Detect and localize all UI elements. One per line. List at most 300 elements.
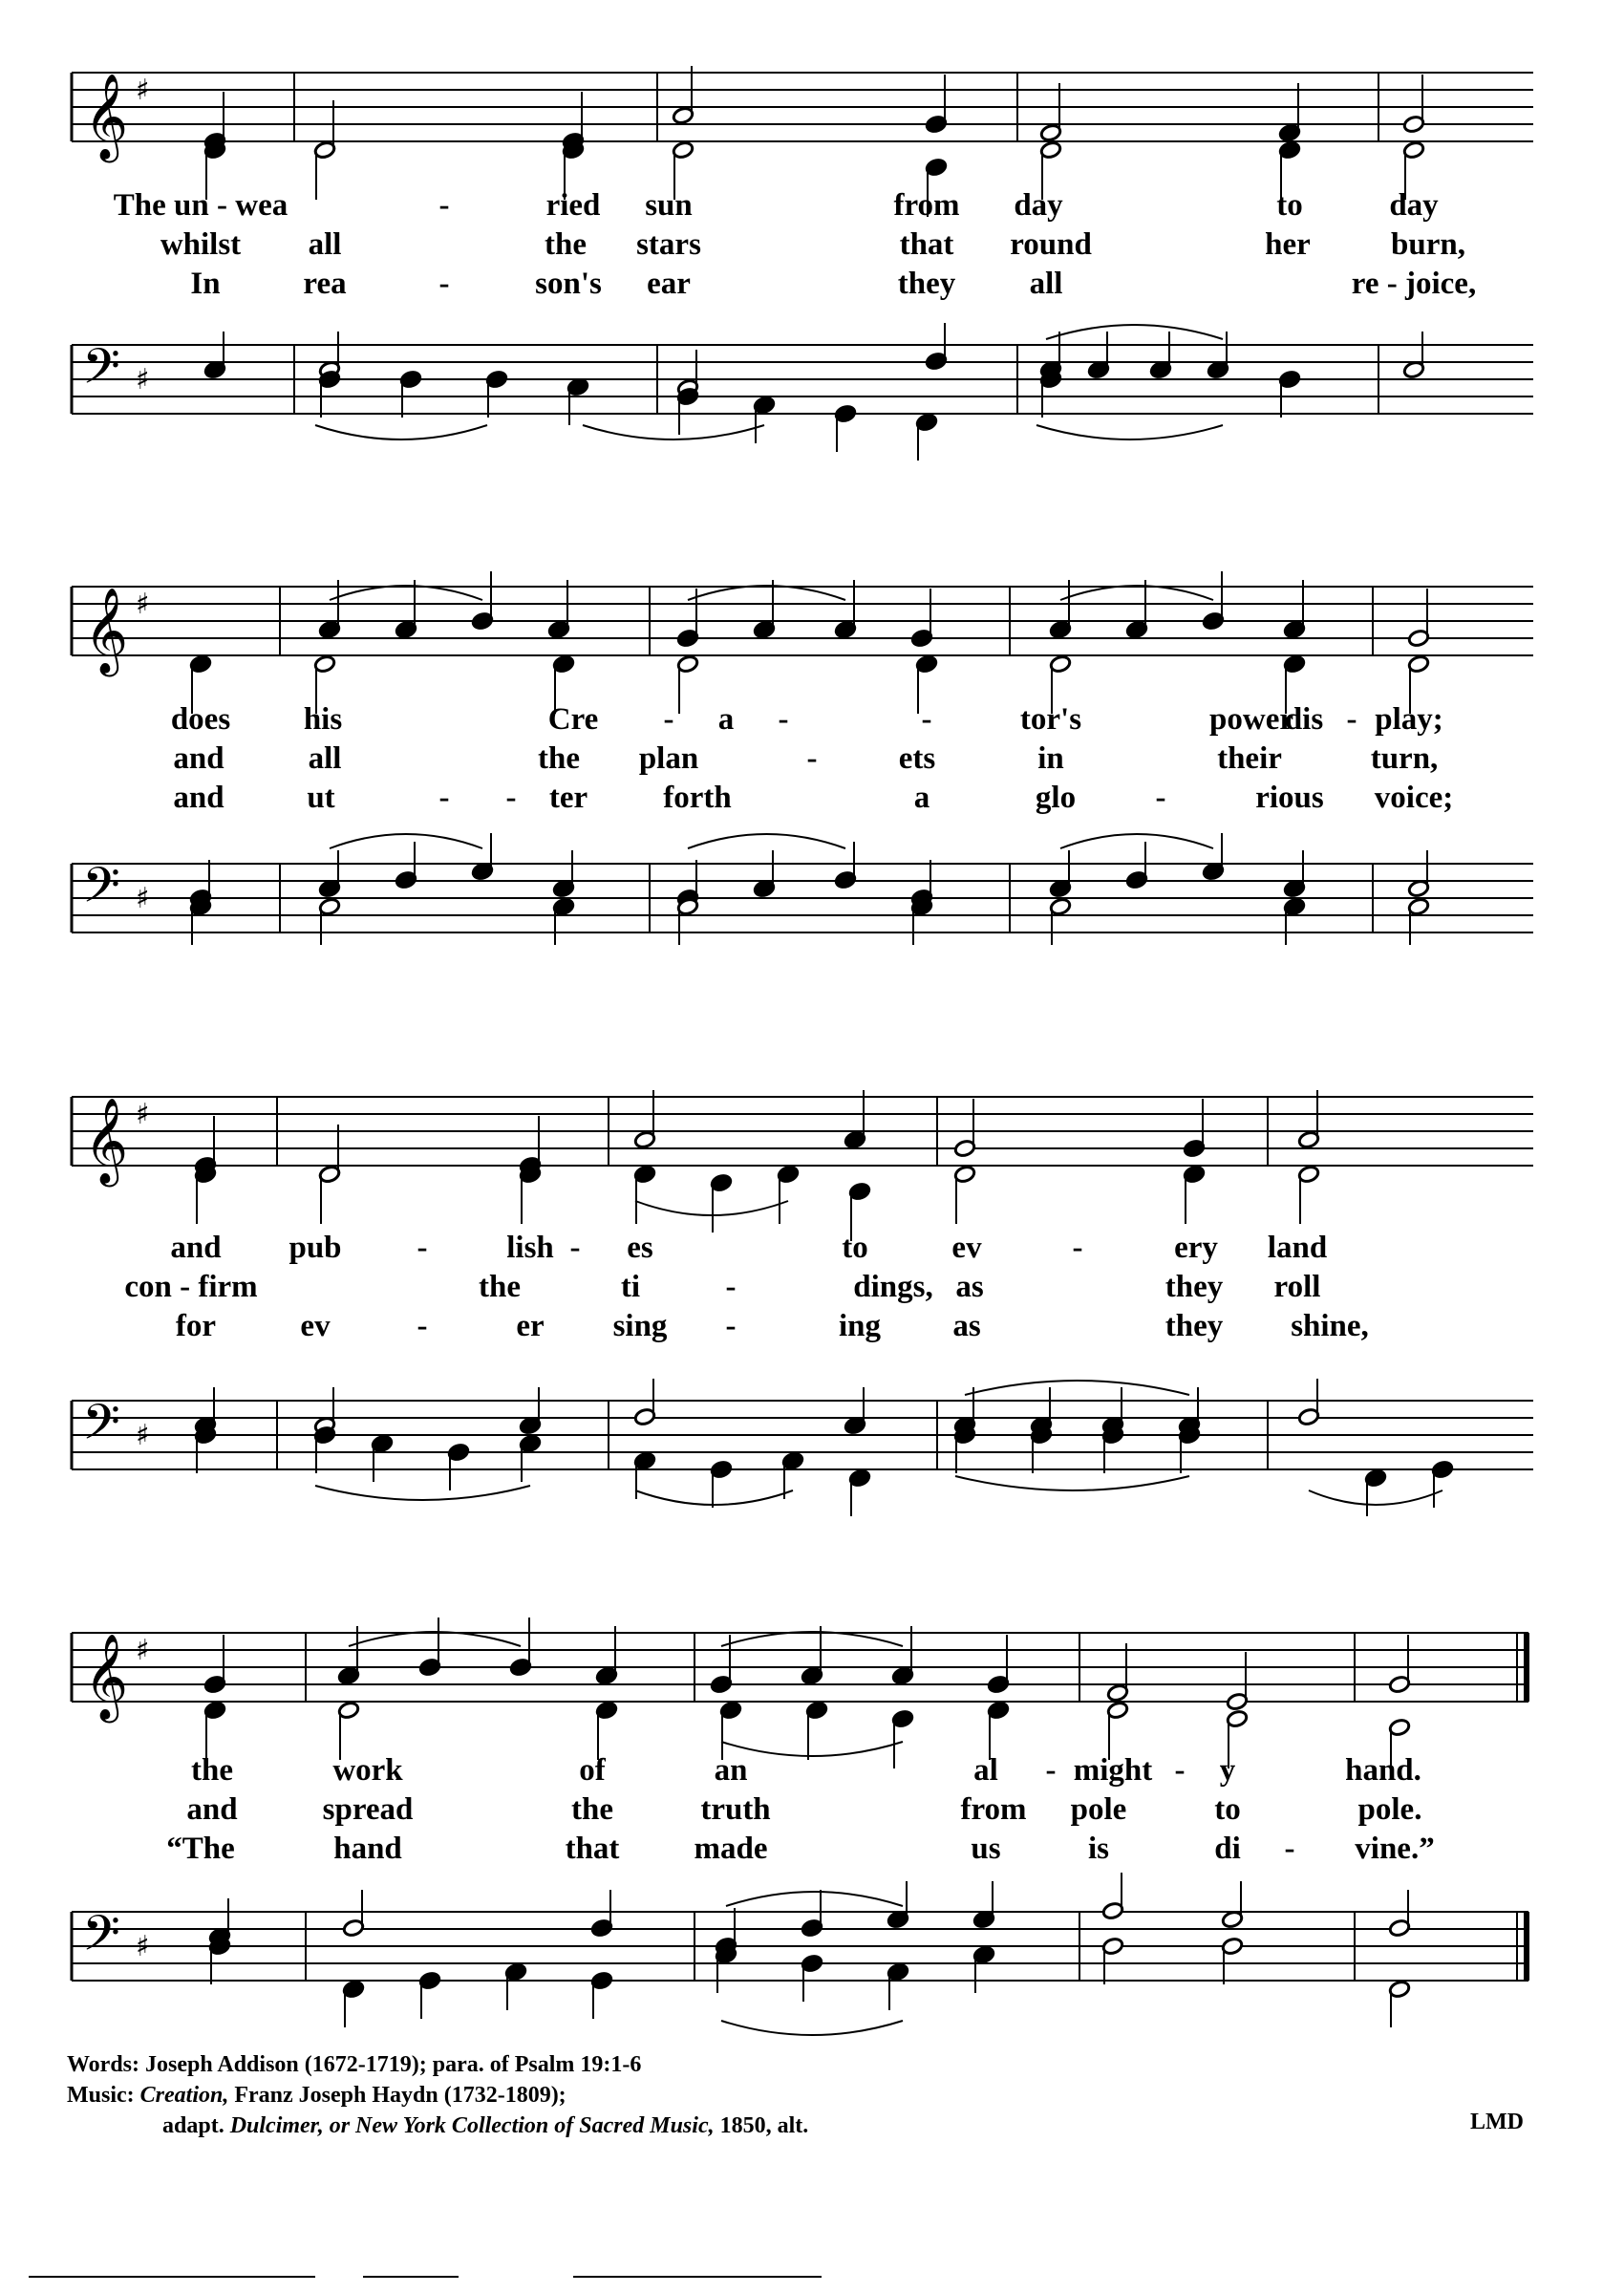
note-head: [710, 1173, 733, 1232]
lyric-syllable: vine.”: [1355, 1832, 1435, 1866]
lyric-syllable: the: [545, 227, 587, 262]
note-head: [203, 1635, 226, 1694]
lyric-syllable: and: [173, 781, 224, 815]
note-head: [915, 413, 938, 461]
note-head: [781, 1451, 804, 1499]
note-head: [1125, 580, 1148, 639]
slur: [1046, 325, 1223, 339]
lyric-syllable: Cre: [547, 702, 599, 737]
lyric-syllable: made: [694, 1832, 768, 1866]
treble-staff-2: [0, 571, 1624, 724]
key-signature-sharp-icon: ♯: [136, 588, 150, 621]
lyric-syllable: for: [175, 1309, 217, 1343]
lyric-syllable: truth: [700, 1792, 771, 1827]
note-head: [566, 377, 589, 425]
slur: [1309, 1490, 1442, 1505]
bass-staff-2: [0, 848, 1624, 973]
music-credit: [67, 2080, 808, 2111]
note-head: [399, 370, 422, 418]
slur: [1036, 425, 1223, 439]
note-head: [471, 571, 494, 631]
note-head: [509, 1618, 532, 1677]
note-head: [844, 1387, 866, 1435]
note-head: [189, 897, 212, 945]
lyric-line-1-3: [0, 267, 1624, 305]
note-head: [1278, 370, 1301, 418]
slur: [1060, 586, 1213, 600]
lyric-syllable: work: [332, 1753, 403, 1788]
lyric-syllable: ried: [545, 188, 601, 223]
note-head: [848, 1468, 871, 1516]
bass-staff-4: [0, 1897, 1624, 2021]
note-head: [1407, 589, 1430, 648]
lyric-syllable: ev: [300, 1309, 331, 1343]
note-head: [595, 1626, 618, 1685]
lyric-syllable: voice;: [1374, 781, 1454, 815]
lyric-syllable: does: [170, 702, 231, 737]
lyric-syllable: -: [438, 188, 450, 223]
key-signature-sharp-icon: ♯: [136, 1419, 150, 1452]
slur: [330, 586, 482, 600]
note-head: [519, 1434, 542, 1482]
note-head: [552, 850, 575, 898]
note-head: [1183, 1099, 1206, 1158]
lyric-line-3-1: [0, 1231, 1624, 1269]
note-head: [1402, 75, 1425, 134]
note-head: [1101, 1937, 1124, 1984]
lyric-line-1-2: [0, 227, 1624, 266]
lyric-syllable: they: [1165, 1309, 1224, 1343]
note-head: [1101, 1873, 1124, 1920]
lyric-syllable: and: [170, 1231, 222, 1265]
note-head: [1283, 897, 1306, 945]
note-head: [633, 1379, 656, 1426]
lyric-syllable: rea: [303, 267, 347, 301]
lyric-syllable: burn,: [1391, 227, 1465, 262]
lyric-syllable: ing: [838, 1309, 882, 1343]
lyric-syllable: -: [1284, 1832, 1295, 1866]
lyric-syllable: -: [417, 1309, 428, 1343]
note-head: [1297, 1165, 1320, 1224]
note-head: [753, 580, 776, 639]
note-head: [925, 75, 948, 134]
lyric-syllable: forth: [663, 781, 732, 815]
note-head: [891, 1626, 914, 1685]
lyric-syllable: of: [579, 1753, 606, 1788]
lyric-syllable: stars: [636, 227, 701, 262]
lyric-syllable: -: [569, 1231, 581, 1265]
note-head: [485, 370, 508, 418]
lyric-syllable: as: [955, 1270, 984, 1304]
lyric-syllable: -: [1174, 1753, 1186, 1788]
note-head: [715, 1945, 737, 1993]
note-head: [1388, 1980, 1411, 2027]
note-head: [203, 1701, 226, 1760]
lyric-syllable: to: [1276, 188, 1303, 223]
lyric-line-3-2: [0, 1270, 1624, 1308]
lyric-line-2-3: [0, 781, 1624, 819]
treble-clef-icon: 𝄞: [84, 74, 129, 160]
note-head: [194, 1425, 217, 1473]
note-head: [371, 1434, 394, 1482]
lyric-syllable: a: [717, 702, 735, 737]
note-head: [987, 1635, 1010, 1694]
lyric-syllable: his: [303, 702, 343, 737]
slur: [583, 425, 764, 439]
note-head: [418, 1971, 441, 2019]
lyric-syllable: an: [714, 1753, 748, 1788]
note-head: [1087, 332, 1110, 379]
note-head: [777, 1165, 800, 1224]
note-head: [972, 1945, 995, 1993]
lyric-syllable: re - joice,: [1351, 267, 1477, 301]
treble-staff-1: [0, 57, 1624, 210]
lyric-syllable: her: [1265, 227, 1311, 262]
note-head: [1364, 1468, 1387, 1516]
lyric-syllable: hand.: [1345, 1753, 1421, 1788]
note-head: [910, 589, 933, 648]
note-head: [1049, 580, 1072, 639]
key-signature-sharp-icon: ♯: [136, 1634, 150, 1667]
note-head: [1226, 1652, 1249, 1711]
note-head: [519, 1165, 542, 1224]
note-head: [504, 1962, 527, 2010]
lyric-syllable: lish: [506, 1231, 554, 1265]
slur: [955, 1476, 1189, 1490]
lyric-syllable: -: [725, 1270, 737, 1304]
note-head: [519, 1387, 542, 1435]
note-head: [337, 1626, 360, 1685]
lyric-syllable: -: [1072, 1231, 1083, 1265]
lyric-syllable: glo: [1035, 781, 1077, 815]
lyric-syllable: whilst: [160, 227, 242, 262]
lyric-line-2-2: [0, 741, 1624, 780]
key-signature-sharp-icon: ♯: [136, 74, 150, 107]
treble-clef-icon: 𝄞: [84, 1634, 129, 1720]
note-head: [1183, 1165, 1206, 1224]
note-head: [547, 580, 570, 639]
adapt-prefix: adapt.: [162, 2113, 224, 2138]
note-head: [834, 580, 857, 639]
adaptation-credit: [67, 2111, 808, 2141]
lyric-syllable: and: [173, 741, 224, 776]
note-head: [1049, 897, 1072, 945]
lyric-syllable: The un - wea: [113, 188, 288, 223]
slur: [635, 1490, 793, 1505]
lyric-syllable: power: [1209, 702, 1293, 737]
lyric-syllable: es: [627, 1231, 653, 1265]
note-head: [1101, 1425, 1124, 1473]
note-head: [1106, 1643, 1129, 1703]
key-signature-sharp-icon: ♯: [136, 1930, 150, 1963]
lyric-syllable: y: [1219, 1753, 1236, 1788]
note-head: [676, 387, 699, 435]
lyric-syllable: round: [1010, 227, 1092, 262]
lyric-syllable: turn,: [1370, 741, 1439, 776]
treble-staff-3: [0, 1082, 1624, 1234]
slur: [330, 834, 482, 848]
lyric-syllable: roll: [1273, 1270, 1321, 1304]
words-credit: [67, 2049, 808, 2080]
lyric-syllable: al: [973, 1753, 998, 1788]
note-head: [910, 897, 933, 945]
lyric-syllable: the: [571, 1792, 613, 1827]
note-head: [395, 842, 417, 889]
note-head: [337, 1701, 360, 1760]
lyric-syllable: all: [1029, 267, 1063, 301]
note-head: [1297, 1090, 1320, 1149]
note-head: [208, 1937, 231, 1984]
lyric-line-4-2: [0, 1792, 1624, 1831]
lyric-syllable: -: [417, 1231, 428, 1265]
bass-staff-3: [0, 1385, 1624, 1510]
note-head: [1207, 332, 1229, 379]
slur: [721, 1632, 903, 1646]
note-head: [719, 1701, 742, 1760]
note-head: [342, 1890, 365, 1938]
note-head: [925, 323, 948, 371]
note-head: [633, 1090, 656, 1149]
lyric-syllable: that: [899, 227, 954, 262]
lyric-syllable: -: [725, 1309, 737, 1343]
lyric-syllable: -: [438, 781, 450, 815]
lyric-syllable: -: [806, 741, 818, 776]
lyric-syllable: -: [505, 781, 517, 815]
note-head: [1149, 332, 1172, 379]
footer-rule-1: [29, 2276, 315, 2278]
lyric-syllable: ets: [898, 741, 936, 776]
hymn-credits: [67, 2049, 808, 2141]
note-head: [471, 833, 494, 881]
bass-clef-icon: 𝄢: [82, 337, 120, 407]
meter-label: LMD: [1470, 2110, 1524, 2134]
note-head: [972, 1881, 995, 1929]
lyric-syllable: ear: [647, 267, 691, 301]
lyric-syllable: in: [1037, 741, 1064, 776]
slur: [721, 2021, 903, 2035]
note-head: [801, 1626, 823, 1685]
note-head: [1049, 850, 1072, 898]
note-head: [1039, 83, 1062, 142]
words-label: Words:: [67, 2052, 140, 2077]
note-head: [1388, 1635, 1411, 1694]
note-head: [953, 1099, 976, 1158]
note-head: [1407, 897, 1430, 945]
lyric-syllable: ti: [620, 1270, 641, 1304]
lyric-syllable: they: [897, 267, 956, 301]
lyric-syllable: shine,: [1291, 1309, 1369, 1343]
note-head: [1283, 580, 1306, 639]
note-head: [1431, 1460, 1454, 1508]
lyric-syllable: rious: [1255, 781, 1324, 815]
music-label: Music:: [67, 2083, 135, 2108]
treble-clef-icon: 𝄞: [84, 588, 129, 674]
adapt-suffix: 1850, alt.: [719, 2113, 809, 2138]
lyric-syllable: the: [191, 1753, 233, 1788]
note-head: [1125, 842, 1148, 889]
slur: [1060, 834, 1213, 848]
music-tune-name: Creation,: [139, 2083, 229, 2108]
lyric-syllable: er: [516, 1309, 545, 1343]
lyric-syllable: the: [538, 741, 580, 776]
lyric-syllable: son's: [535, 267, 602, 301]
lyric-syllable: -: [778, 702, 789, 737]
note-head: [753, 850, 776, 898]
note-head: [1030, 1425, 1053, 1473]
footer-rule-2: [363, 2276, 459, 2278]
note-head: [1278, 83, 1301, 142]
note-head: [1402, 332, 1425, 379]
note-head: [1283, 850, 1306, 898]
note-head: [395, 580, 417, 639]
lyric-syllable: their: [1217, 741, 1282, 776]
slur: [688, 586, 845, 600]
slur: [315, 425, 487, 439]
lyric-line-4-3: [0, 1832, 1624, 1870]
adapt-source: Dulcimer, or New York Collection of Sacred Music,: [229, 2113, 715, 2138]
lyric-syllable: -: [1155, 781, 1166, 815]
note-head: [676, 897, 699, 945]
note-head: [1106, 1701, 1129, 1760]
lyric-syllable: from: [893, 188, 960, 223]
lyric-syllable: day: [1014, 188, 1063, 223]
lyric-syllable: all: [308, 227, 342, 262]
note-head: [834, 404, 857, 452]
bass-clef-icon: 𝄢: [82, 1393, 120, 1463]
lyric-syllable: pub: [288, 1231, 342, 1265]
note-head: [313, 1425, 336, 1473]
note-head: [1221, 1937, 1244, 1984]
note-head: [887, 1962, 909, 2010]
bass-clef-icon: 𝄢: [82, 1904, 120, 1974]
lyric-syllable: -: [438, 267, 450, 301]
note-head: [805, 1701, 828, 1760]
lyric-syllable: spread: [322, 1792, 414, 1827]
treble-clef-icon: 𝄞: [84, 1098, 129, 1184]
key-signature-sharp-icon: ♯: [136, 1098, 150, 1131]
music-text: Franz Joseph Haydn (1732-1809);: [234, 2083, 566, 2108]
lyric-syllable: plan: [638, 741, 699, 776]
lyric-syllable: sun: [645, 188, 693, 223]
note-head: [318, 850, 341, 898]
lyric-syllable: -: [1045, 1753, 1057, 1788]
lyric-syllable: ery: [1174, 1231, 1218, 1265]
lyric-syllable: di: [1214, 1832, 1241, 1866]
lyric-syllable: day: [1389, 188, 1439, 223]
lyric-syllable: as: [952, 1309, 981, 1343]
lyric-line-2-1: [0, 702, 1624, 740]
note-head: [590, 1890, 613, 1938]
words-text: Joseph Addison (1672-1719); para. of Psalm 19:1-6: [145, 2052, 642, 2077]
lyric-syllable: and: [186, 1792, 238, 1827]
lyric-syllable: -: [663, 702, 674, 737]
note-head: [953, 1165, 976, 1224]
lyric-syllable: to: [842, 1231, 868, 1265]
slur: [315, 1486, 530, 1500]
note-head: [447, 1443, 470, 1490]
note-head: [987, 1701, 1010, 1760]
lyric-syllable: might: [1073, 1753, 1153, 1788]
lyric-syllable: that: [565, 1832, 620, 1866]
note-head: [710, 1460, 733, 1508]
lyric-line-3-3: [0, 1309, 1624, 1347]
note-head: [552, 897, 575, 945]
note-head: [801, 1954, 823, 2002]
slur: [688, 834, 845, 848]
note-head: [1178, 1425, 1201, 1473]
note-head: [318, 1165, 341, 1224]
lyric-syllable: us: [971, 1832, 1001, 1866]
lyric-syllable: they: [1165, 1270, 1224, 1304]
lyric-syllable: dis: [1284, 702, 1324, 737]
note-head: [1388, 1890, 1411, 1938]
lyric-syllable: from: [960, 1792, 1027, 1827]
key-signature-sharp-icon: ♯: [136, 363, 150, 396]
bass-clef-icon: 𝄢: [82, 856, 120, 926]
note-head: [1221, 1881, 1244, 1929]
treble-staff-4: [0, 1618, 1624, 1770]
lyric-syllable: ut: [307, 781, 335, 815]
note-head: [418, 1618, 441, 1677]
note-head: [318, 580, 341, 639]
lyric-syllable: hand: [333, 1832, 402, 1866]
note-head: [595, 1701, 618, 1760]
note-head: [672, 66, 694, 125]
lyric-syllable: is: [1087, 1832, 1110, 1866]
note-head: [318, 897, 341, 945]
lyric-syllable: -: [921, 702, 932, 737]
lyric-syllable: tor's: [1019, 702, 1082, 737]
note-head: [753, 396, 776, 443]
slur: [726, 1892, 903, 1906]
note-head: [1039, 370, 1062, 418]
note-head: [342, 1980, 365, 2027]
lyric-syllable: land: [1267, 1231, 1328, 1265]
bass-staff-1: [0, 330, 1624, 454]
note-head: [1407, 850, 1430, 898]
note-head: [844, 1090, 866, 1149]
note-head: [801, 1890, 823, 1938]
lyric-syllable: pole: [1070, 1792, 1127, 1827]
note-head: [633, 1165, 656, 1224]
footer-rule-3: [573, 2276, 822, 2278]
lyric-syllable: ev: [951, 1231, 982, 1265]
note-head: [953, 1425, 976, 1473]
lyric-syllable: In: [190, 267, 221, 301]
lyric-syllable: “The: [166, 1832, 235, 1866]
lyric-syllable: play;: [1375, 702, 1443, 737]
lyric-syllable: ter: [548, 781, 588, 815]
key-signature-sharp-icon: ♯: [136, 882, 150, 915]
note-head: [203, 332, 226, 379]
lyric-syllable: the: [479, 1270, 521, 1304]
note-head: [834, 842, 857, 889]
note-head: [318, 370, 341, 418]
note-head: [194, 1165, 217, 1224]
lyric-syllable: pole.: [1357, 1792, 1422, 1827]
lyric-syllable: sing: [612, 1309, 668, 1343]
slur: [349, 1632, 521, 1646]
lyric-syllable: dings,: [853, 1270, 933, 1304]
lyric-syllable: -: [1346, 702, 1357, 737]
lyric-syllable: all: [308, 741, 342, 776]
lyric-line-1-1: [0, 188, 1624, 226]
note-head: [590, 1971, 613, 2019]
note-head: [1202, 571, 1225, 631]
lyric-syllable: to: [1214, 1792, 1241, 1827]
slur: [965, 1381, 1189, 1395]
lyric-line-4-1: [0, 1753, 1624, 1791]
